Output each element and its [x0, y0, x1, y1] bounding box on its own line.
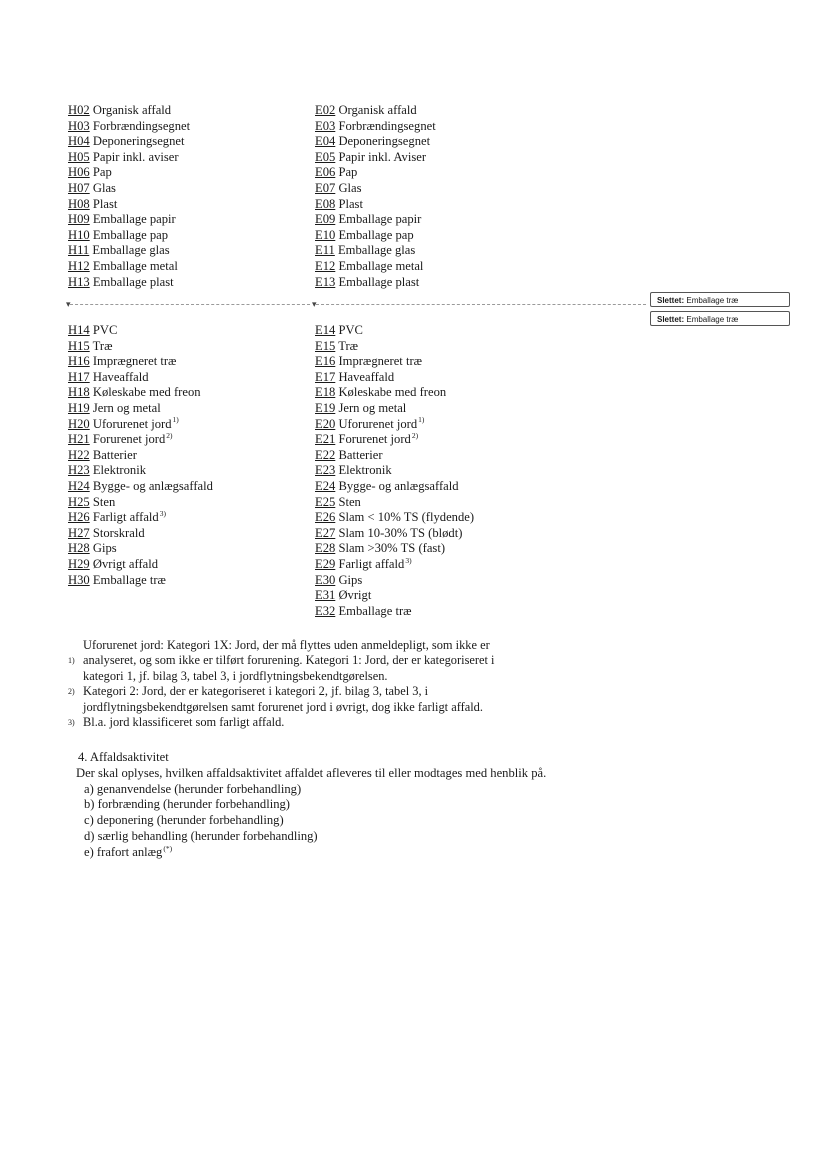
waste-code: H10 — [68, 227, 90, 242]
waste-code: E16 — [315, 354, 336, 369]
waste-code: H19 — [68, 400, 90, 415]
footnote-mark: 2) — [68, 687, 75, 697]
e-code-row — [315, 165, 436, 181]
deleted-comment-1[interactable] — [650, 292, 790, 307]
footnote-line: jordflytningsbekendtgørelsen samt forurenet jord i øvrigt, dog ikke farligt affald. — [83, 699, 483, 714]
activity-option-text: a) genanvendelse (herunder forbehandling) — [84, 781, 302, 796]
e-code-row — [315, 228, 436, 244]
waste-code: H05 — [68, 149, 90, 164]
e-code-row — [315, 385, 474, 401]
h-code-row — [68, 479, 213, 495]
waste-label: Træ — [338, 338, 359, 353]
e-code-row — [315, 134, 436, 150]
activity-option — [78, 782, 638, 798]
section-affaldsaktivitet — [78, 750, 638, 861]
waste-code: H27 — [68, 525, 90, 540]
waste-label: Jern og metal — [338, 400, 407, 415]
code-list-h-top — [68, 103, 190, 290]
waste-label: Farligt affald — [338, 556, 405, 571]
activity-option-text: d) særlig behandling (herunder forbehandling) — [84, 828, 318, 843]
e-code-row — [315, 541, 474, 557]
footnote-line: analyseret, og som ikke er tilført forurening. Kategori 1: Jord, der er kategoriseret i — [83, 653, 495, 668]
h-code-row — [68, 119, 190, 135]
e-code-row — [315, 573, 474, 589]
waste-code: H06 — [68, 165, 90, 180]
waste-label: Emballage papir — [92, 212, 176, 227]
h-code-row — [68, 339, 213, 355]
e-code-row — [315, 526, 474, 542]
waste-label: Køleskabe med freon — [92, 385, 201, 400]
waste-label: PVC — [92, 323, 118, 337]
waste-code: H18 — [68, 385, 90, 400]
waste-code: H09 — [68, 212, 90, 227]
h-code-row — [68, 103, 190, 119]
waste-code: E04 — [315, 134, 336, 149]
waste-label: Emballage træ — [92, 572, 166, 587]
waste-label: Gips — [338, 572, 363, 587]
waste-label: Sten — [92, 494, 116, 509]
h-code-row — [68, 510, 213, 526]
waste-code: E03 — [315, 118, 336, 133]
waste-label: Imprægneret træ — [92, 354, 177, 369]
waste-code: H26 — [68, 510, 90, 525]
waste-code: E26 — [315, 510, 336, 525]
deleted-text: Emballage træ — [686, 315, 739, 324]
waste-label: Emballage pap — [338, 227, 414, 242]
activity-option-text: e) frafort anlæg — [84, 844, 163, 859]
footnote-ref: 2) — [166, 430, 173, 440]
waste-label: Emballage plast — [338, 274, 420, 289]
waste-label: Uforurenet jord — [338, 416, 418, 431]
e-code-row — [315, 588, 474, 604]
e-code-row — [315, 181, 436, 197]
waste-code: E11 — [315, 243, 335, 258]
e-code-row — [315, 275, 436, 291]
waste-code: E27 — [315, 525, 336, 540]
waste-code: E19 — [315, 400, 336, 415]
h-code-row — [68, 150, 190, 166]
waste-label: Emballage plast — [92, 274, 174, 289]
waste-code: H24 — [68, 478, 90, 493]
h-code-row — [68, 181, 190, 197]
footnote-ref: (*) — [163, 843, 173, 853]
waste-code: E02 — [315, 103, 336, 117]
waste-label: Slam >30% TS (fast) — [338, 541, 446, 556]
h-code-row — [68, 463, 213, 479]
waste-code: E14 — [315, 323, 336, 337]
waste-code: H30 — [68, 572, 90, 587]
waste-label: Glas — [338, 180, 362, 195]
waste-label: Pap — [92, 165, 112, 180]
code-list-e-top — [315, 103, 436, 290]
h-code-row — [68, 165, 190, 181]
deleted-comment-2[interactable] — [650, 311, 790, 326]
waste-label: Emballage papir — [338, 212, 422, 227]
h-code-row — [68, 134, 190, 150]
h-code-row — [68, 212, 190, 228]
code-list-h-bottom — [68, 323, 213, 588]
waste-label: Haveaffald — [92, 369, 149, 384]
waste-label: Batterier — [92, 447, 137, 462]
h-code-row — [68, 323, 213, 339]
footnote-ref: 3) — [159, 508, 166, 518]
waste-code: H25 — [68, 494, 90, 509]
footnote-mark: 1) — [68, 656, 75, 665]
activity-option — [78, 845, 638, 861]
e-code-row — [315, 604, 474, 620]
h-code-row — [68, 526, 213, 542]
waste-code: H17 — [68, 369, 90, 384]
waste-label: Køleskabe med freon — [338, 385, 447, 400]
footnote-ref: 2) — [411, 430, 419, 440]
waste-code: E09 — [315, 212, 336, 227]
activity-option-text: b) forbrænding (herunder forbehandling) — [84, 797, 290, 812]
waste-code: E23 — [315, 463, 336, 478]
footnote-line: Bl.a. jord klassificeret som farligt affald. — [83, 715, 285, 730]
e-code-row — [315, 448, 474, 464]
e-code-row — [315, 103, 436, 119]
waste-code: E17 — [315, 369, 336, 384]
waste-code: E24 — [315, 478, 336, 493]
separator-mark-left: ▾ — [66, 299, 71, 309]
e-code-row — [315, 150, 436, 166]
waste-label: Organisk affald — [338, 103, 417, 117]
footnote — [68, 638, 568, 684]
waste-code: H12 — [68, 258, 90, 273]
waste-code: H21 — [68, 432, 90, 447]
footnotes — [68, 638, 568, 730]
waste-label: Papir inkl. Aviser — [338, 149, 427, 164]
waste-code: E25 — [315, 494, 336, 509]
waste-code: H02 — [68, 103, 90, 117]
deleted-text: Emballage træ — [686, 296, 739, 305]
waste-code: H23 — [68, 463, 90, 478]
h-code-row — [68, 385, 213, 401]
footnote-ref: 3) — [405, 555, 412, 565]
waste-label: Emballage glas — [337, 243, 416, 258]
waste-code: E21 — [315, 432, 336, 447]
waste-code: H16 — [68, 354, 90, 369]
waste-label: Forbrændingsegnet — [92, 118, 191, 133]
waste-code: H08 — [68, 196, 90, 211]
waste-label: Storskrald — [92, 525, 145, 540]
h-code-row — [68, 432, 213, 448]
h-code-row — [68, 259, 190, 275]
e-code-row — [315, 259, 436, 275]
h-code-row — [68, 448, 213, 464]
e-code-row — [315, 243, 436, 259]
deleted-prefix: Slettet: — [657, 296, 685, 305]
waste-label: Pap — [338, 165, 358, 180]
waste-label: Organisk affald — [92, 103, 172, 117]
waste-code: H28 — [68, 541, 90, 556]
h-code-row — [68, 354, 213, 370]
h-code-row — [68, 370, 213, 386]
waste-code: H07 — [68, 180, 90, 195]
h-code-row — [68, 228, 190, 244]
h-code-row — [68, 557, 213, 573]
h-code-row — [68, 243, 190, 259]
waste-code: E18 — [315, 385, 336, 400]
e-code-row — [315, 212, 436, 228]
waste-label: Træ — [92, 338, 113, 353]
section-heading: 4. Affaldsaktivitet — [78, 750, 169, 764]
waste-code: H22 — [68, 447, 90, 462]
waste-label: Plast — [92, 196, 118, 211]
waste-label: Bygge- og anlægsaffald — [92, 478, 213, 493]
waste-label: Imprægneret træ — [338, 354, 423, 369]
waste-code: E06 — [315, 165, 336, 180]
waste-label: Plast — [338, 196, 363, 211]
e-code-row — [315, 339, 474, 355]
activity-option — [78, 813, 638, 829]
waste-label: Øvrigt — [338, 588, 372, 603]
e-code-row — [315, 197, 436, 213]
waste-label: Emballage træ — [338, 603, 412, 618]
activity-option — [78, 797, 638, 813]
waste-code: E05 — [315, 149, 336, 164]
deleted-prefix: Slettet: — [657, 315, 685, 324]
waste-code: H11 — [68, 243, 90, 258]
footnote-ref: 1) — [172, 415, 179, 425]
waste-label: PVC — [338, 323, 363, 337]
e-code-row — [315, 370, 474, 386]
waste-label: Deponeringsegnet — [338, 134, 431, 149]
separator-line-left — [70, 304, 310, 305]
waste-label: Forurenet jord — [92, 432, 166, 447]
waste-label: Jern og metal — [92, 400, 161, 415]
waste-code: H13 — [68, 274, 90, 289]
e-code-row — [315, 432, 474, 448]
h-code-row — [68, 541, 213, 557]
footnote-mark: 3) — [68, 718, 75, 728]
waste-code: H15 — [68, 338, 90, 353]
waste-label: Sten — [338, 494, 361, 509]
waste-label: Forurenet jord — [338, 432, 411, 447]
waste-code: E08 — [315, 196, 336, 211]
waste-label: Elektronik — [338, 463, 392, 478]
waste-code: E20 — [315, 416, 336, 431]
h-code-row — [68, 495, 213, 511]
e-code-row — [315, 495, 474, 511]
waste-label: Slam < 10% TS (flydende) — [338, 510, 475, 525]
e-code-row — [315, 479, 474, 495]
waste-code: E28 — [315, 541, 336, 556]
waste-code: H29 — [68, 556, 90, 571]
activity-option-text: c) deponering (herunder forbehandling) — [84, 813, 284, 828]
h-code-row — [68, 275, 190, 291]
waste-code: E13 — [315, 274, 336, 289]
e-code-row — [315, 323, 474, 339]
waste-label: Haveaffald — [338, 369, 395, 384]
waste-label: Deponeringsegnet — [92, 134, 185, 149]
activity-option — [78, 829, 638, 845]
waste-label: Slam 10-30% TS (blødt) — [338, 525, 463, 540]
section-intro: Der skal oplyses, hvilken affaldsaktivitet affaldet afleveres til eller modtages med henblik på. — [76, 765, 547, 780]
activity-options — [78, 782, 638, 861]
e-code-row — [315, 463, 474, 479]
waste-label: Batterier — [338, 447, 383, 462]
waste-label: Bygge- og anlægsaffald — [338, 478, 459, 493]
footnote-line: Uforurenet jord: Kategori 1X: Jord, der må flyttes uden anmeldepligt, som ikke er — [83, 638, 490, 652]
waste-label: Glas — [92, 180, 116, 195]
waste-label: Emballage pap — [92, 227, 169, 242]
separator-mark-right: ▾ — [312, 299, 317, 309]
waste-code: E10 — [315, 227, 336, 242]
waste-label: Papir inkl. aviser — [92, 149, 179, 164]
e-code-row — [315, 401, 474, 417]
waste-code: H03 — [68, 118, 90, 133]
h-code-row — [68, 197, 190, 213]
waste-label: Emballage glas — [92, 243, 170, 258]
waste-code: E32 — [315, 603, 336, 618]
h-code-row — [68, 573, 213, 589]
h-code-row — [68, 417, 213, 433]
waste-code: E31 — [315, 588, 336, 603]
waste-code: H04 — [68, 134, 90, 149]
waste-code: E30 — [315, 572, 336, 587]
waste-code: H14 — [68, 323, 90, 337]
waste-label: Emballage metal — [338, 258, 424, 273]
waste-label: Emballage metal — [92, 258, 178, 273]
footnote-ref: 1) — [418, 415, 425, 425]
waste-code: E07 — [315, 180, 336, 195]
waste-code: H20 — [68, 416, 90, 431]
e-code-row — [315, 119, 436, 135]
h-code-row — [68, 401, 213, 417]
e-code-row — [315, 510, 474, 526]
footnote-line: kategori 1, jf. bilag 3, tabel 3, i jordflytningsbekendtgørelsen. — [83, 668, 388, 683]
waste-code: E29 — [315, 556, 336, 571]
waste-label: Forbrændingsegnet — [338, 118, 436, 133]
waste-label: Øvrigt affald — [92, 556, 159, 571]
code-list-e-bottom — [315, 323, 474, 619]
waste-label: Elektronik — [92, 463, 147, 478]
waste-code: E15 — [315, 338, 336, 353]
waste-code: E22 — [315, 447, 336, 462]
footnote-line: Kategori 2: Jord, der er kategoriseret i kategori 2, jf. bilag 3, tabel 3, i — [83, 684, 429, 699]
waste-code: E12 — [315, 258, 336, 273]
e-code-row — [315, 354, 474, 370]
footnote — [68, 684, 568, 715]
waste-label: Uforurenet jord — [92, 416, 172, 431]
waste-label: Farligt affald — [92, 510, 159, 525]
e-code-row — [315, 557, 474, 573]
footnote — [68, 715, 568, 730]
waste-label: Gips — [92, 541, 117, 556]
e-code-row — [315, 417, 474, 433]
separator-line-right — [316, 304, 646, 305]
